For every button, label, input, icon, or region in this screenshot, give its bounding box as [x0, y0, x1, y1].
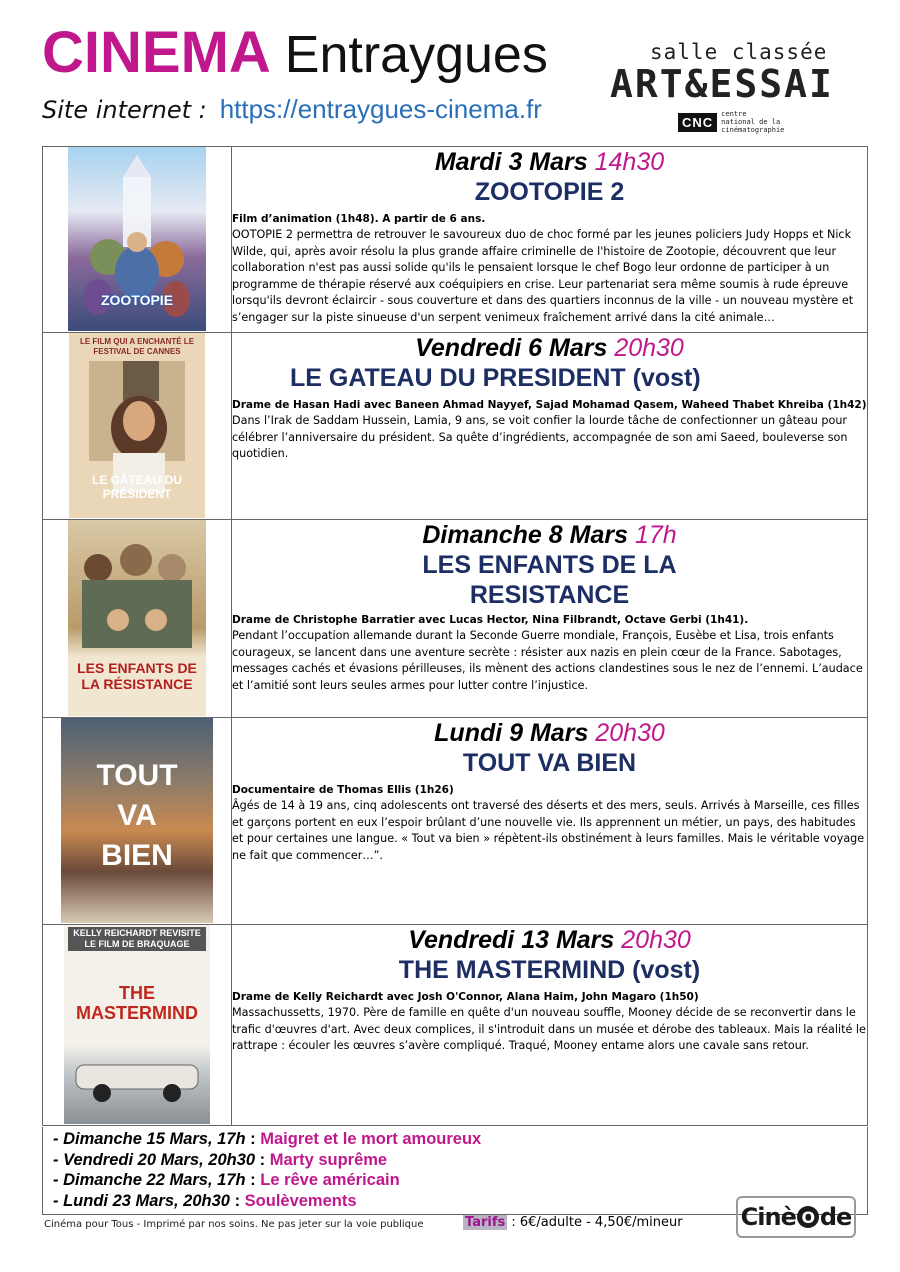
website-line — [42, 94, 542, 125]
film-title: ZOOTOPIE 2 — [474, 178, 625, 206]
poster-toutvabien-image — [61, 718, 213, 923]
poster-gateau-tagline: LE FILM QUI A ENCHANTÉ LE FESTIVAL DE CANNES — [79, 337, 195, 356]
film-info — [232, 147, 868, 333]
poster-cell — [43, 147, 232, 333]
film-title-line1: LES ENFANTS DE LA — [422, 551, 677, 579]
film-info — [232, 718, 868, 925]
film-synopsis: Âgés de 14 à 19 ans, cinq adolescents ont traversé des déserts et des mers, seuls. Arrivés à Marseille, ces filles et garçons portent en eux l’espoir brûlant d’une nouvelle vie. Ils apprennent un métier, un pays, des habitudes et pour certaines une langue. « Tout va bien » répètent-ils obstinément à leurs familles. Mais le véritable voyage ne fait que commencer…”. — [232, 799, 865, 862]
film-info — [232, 333, 868, 520]
film-row — [43, 520, 868, 718]
film-time: 20h30 — [595, 719, 665, 747]
poster-cell — [43, 333, 232, 520]
film-title: LE GATEAU DU PRESIDENT (vost) — [290, 364, 701, 392]
film-title: THE MASTERMIND (vost) — [398, 956, 701, 984]
film-row — [43, 333, 868, 520]
poster-zootopie-image — [68, 147, 206, 331]
upcoming-item: - Dimanche 15 Mars, 17h : Maigret et le mort amoureux — [53, 1130, 482, 1148]
poster-mastermind-image — [64, 925, 210, 1124]
film-credit: Drame de Hasan Hadi avec Baneen Ahmad Nayyef, Sajad Mohamad Qasem, Waheed Thabet Khreiba (1h42) — [232, 399, 867, 411]
film-credit: Drame de Christophe Barratier avec Lucas Hector, Nina Filbrandt, Octave Gerbi (1h41). — [232, 614, 749, 626]
poster-cell — [43, 718, 232, 925]
film-credit: Film d’animation (1h48). A partir de 6 ans. — [232, 213, 486, 225]
film-info — [232, 520, 868, 718]
cinema-brand — [42, 20, 548, 85]
tarifs-label: Tarifs — [465, 1215, 506, 1230]
poster-enfants-title: LES ENFANTS DE LA RÉSISTANCE — [77, 660, 197, 692]
poster-mastermind-tagline: KELLY REICHARDT REVISITE LE FILM DE BRAQUAGE — [68, 927, 206, 951]
film-title — [232, 550, 867, 610]
poster-gateau-image — [69, 333, 205, 518]
footer-note: Cinéma pour Tous - Imprimé par nos soins. Ne pas jeter sur la voie publique — [44, 1219, 424, 1230]
cnc-logo — [678, 110, 784, 134]
film-row — [43, 925, 868, 1126]
film-credit: Documentaire de Thomas Ellis (1h26) — [232, 784, 454, 796]
film-date: Vendredi 6 Mars 20h30 — [415, 334, 684, 362]
film-time: 14h30 — [594, 148, 665, 176]
film-synopsis: Pendant l’occupation allemande durant la Seconde Guerre mondiale, François, Eusèbe et Lisa, trois enfants courageux, se lancent dans une aventure secrète : résister aux nazis en plein cœur de la France. Sabotages, messages cachés et évasions périlleuses, ils mènent des actions clandestines sous le nez de l’ennemi. L’audace et l’amitié sont leurs seules armes pour lutter contre l’injustice. — [232, 629, 863, 692]
film-date: Vendredi 13 Mars 20h30 — [408, 926, 691, 954]
tarifs-value: : 6€/adulte - 4,50€/mineur — [507, 1215, 683, 1230]
poster-tvb-line3: BIEN — [101, 839, 173, 872]
film-synopsis: Dans l’Irak de Saddam Hussein, Lamia, 9 ans, se voit confier la lourde tâche de confectionner un gâteau pour célébrer l’anniversaire du président. Sa quête d’ingrédients, accompagnée de son ami Saeed, bouleverse son quotidien. — [232, 414, 848, 461]
website-link[interactable]: https://entraygues-cinema.fr — [219, 94, 542, 124]
film-synopsis: Massachussetts, 1970. Père de famille en quête d'un nouveau souffle, Mooney décide de se reconvertir dans le trafic d'œuvres d'art. Avec deux complices, il s'introduit dans un musée et dérobe des tableaux. Mais la réalité le rattrape : écouler les œuvres s’avère compliqué. Traqué, Mooney entame alors une cavale sans retour. — [232, 1006, 866, 1053]
upcoming-item: - Dimanche 22 Mars, 17h : Le rêve américain — [53, 1171, 400, 1189]
tarifs — [463, 1215, 683, 1230]
film-time: 17h — [634, 521, 677, 549]
film-title: TOUT VA BIEN — [462, 749, 637, 777]
film-info — [232, 925, 868, 1126]
art-essai-line2: ART&ESSAI — [610, 62, 834, 106]
film-date: Lundi 9 Mars 20h30 — [434, 719, 665, 747]
film-row — [43, 718, 868, 925]
upcoming-item: - Vendredi 20 Mars, 20h30 : Marty suprême — [53, 1150, 388, 1169]
poster-mastermind-title: THE MASTERMIND — [76, 983, 198, 1023]
programme-table — [42, 146, 868, 1126]
cineode-logo: Cinè O de — [736, 1196, 856, 1238]
poster-cell — [43, 925, 232, 1126]
film-time: 20h30 — [614, 334, 684, 362]
poster-art — [64, 925, 210, 1124]
film-credit: Drame de Kelly Reichardt avec Josh O'Connor, Alana Haim, John Magaro (1h50) — [232, 991, 699, 1003]
art-essai-line1: salle classée — [650, 40, 828, 64]
film-time: 20h30 — [621, 926, 691, 954]
brand-city: Entraygues — [284, 26, 548, 84]
film-date: Dimanche 8 Mars 17h — [422, 521, 677, 549]
film-synopsis: OOTOPIE 2 permettra de retrouver le savoureux duo de choc formé par les jeunes policiers Judy Hopps et Nick Wilde, qui, après avoir résolu la plus grande affaire criminelle de l'histoire de Zootopie, découvrent que leur collaboration n'est pas aussi solide qu'ils le pensaient lorsque le chef Bogo leur ordonne de participer à un programme de thérapie réservé aux coéquipiers en crise. Leur partenariat sera même soumis à rude épreuve lorsqu'ils devront éclaircir - sous couverture et dans des quartiers inconnus de la ville - un nouveau mystère et s’engager sur la piste sinueuse d'un serpent venimeux fraîchement arrivé dans la cité animale… — [232, 228, 854, 324]
art-essai-logo — [610, 40, 870, 135]
poster-zootopie-title: ZOOTOPIE — [100, 292, 174, 308]
poster-tvb-line1: TOUT — [96, 759, 178, 792]
page-header — [0, 0, 900, 145]
poster-tvb-line2: VA — [117, 799, 157, 832]
upcoming-item: - Lundi 23 Mars, 20h30 : Soulèvements — [53, 1191, 357, 1210]
film-date: Mardi 3 Mars 14h30 — [434, 148, 665, 176]
poster-gateau-title: LE GÂTEAU DU PRÉSIDENT — [92, 473, 182, 501]
poster-enfants-image — [68, 520, 206, 716]
film-title-line2: RESISTANCE — [469, 581, 630, 609]
film-row — [43, 147, 868, 333]
cnc-logo-mark: CNC — [678, 113, 717, 132]
website-label: Site internet : — [42, 96, 207, 124]
brand-cinema: CINEMA — [42, 20, 271, 85]
cnc-logo-text: centre national de la cinématographie — [721, 110, 785, 134]
poster-cell — [43, 520, 232, 718]
